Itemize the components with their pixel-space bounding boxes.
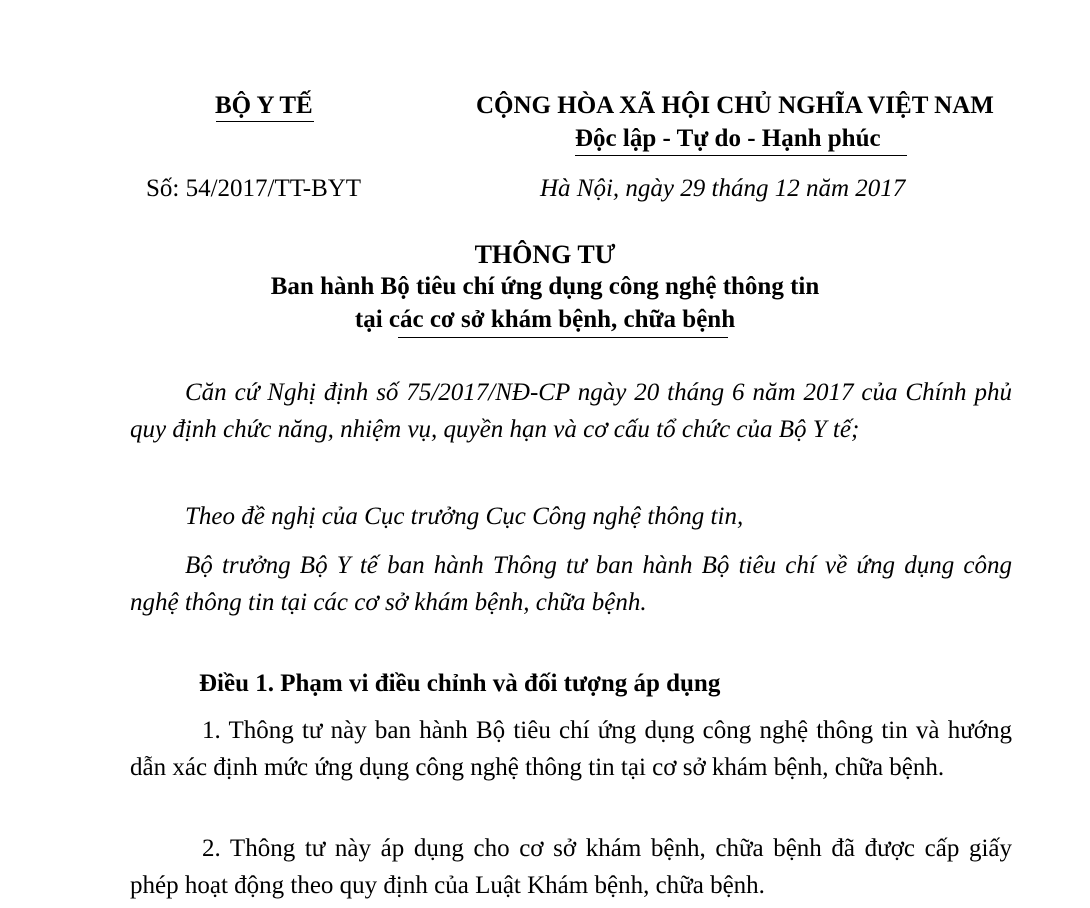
document-type-heading: THÔNG TƯ xyxy=(474,240,616,269)
national-motto: Độc lập - Tự do - Hạnh phúc xyxy=(575,125,881,152)
preamble-proposal: Theo đề nghị của Cục trưởng Cục Công nghệ thông tin, xyxy=(185,503,744,530)
article-1-clause-1: 1. Thông tư này ban hành Bộ tiêu chí ứng dụng công nghệ thông tin và hướng dẫn xác định mức ứng dụng công nghệ thông tin tại cơ sở khám bệnh, chữa bệnh. xyxy=(130,717,1012,781)
document-title-line-1: Ban hành Bộ tiêu chí ứng dụng công nghệ thông tin xyxy=(270,273,820,300)
title-underline xyxy=(398,337,728,338)
preamble-issuance: Bộ trưởng Bộ Y tế ban hành Thông tư ban hành Bộ tiêu chí về ứng dụng công nghệ thông tin tại các cơ sở khám bệnh, chữa bệnh. xyxy=(130,552,1012,616)
place-and-date: Hà Nội, ngày 29 tháng 12 năm 2017 xyxy=(540,175,906,202)
ministry-name: BỘ Y TẾ xyxy=(215,92,313,119)
article-1-heading: Điều 1. Phạm vi điều chỉnh và đối tượng áp dụng xyxy=(199,670,721,697)
motto-underline xyxy=(575,155,907,156)
document-title-line-2: tại các cơ sở khám bệnh, chữa bệnh xyxy=(354,306,736,333)
document-number: Số: 54/2017/TT-BYT xyxy=(146,175,362,202)
ministry-underline xyxy=(216,121,314,122)
article-1-clause-2: 2. Thông tư này áp dụng cho cơ sở khám bệnh, chữa bệnh đã được cấp giấy phép hoạt động theo quy định của Luật Khám bệnh, chữa bệnh. xyxy=(130,835,1012,899)
national-title: CỘNG HÒA XÃ HỘI CHỦ NGHĨA VIỆT NAM xyxy=(476,92,994,119)
preamble-legal-basis: Căn cứ Nghị định số 75/2017/NĐ-CP ngày 20 tháng 6 năm 2017 của Chính phủ quy định chức năng, nhiệm vụ, quyền hạn và cơ cấu tổ chức của Bộ Y tế; xyxy=(130,379,1012,443)
